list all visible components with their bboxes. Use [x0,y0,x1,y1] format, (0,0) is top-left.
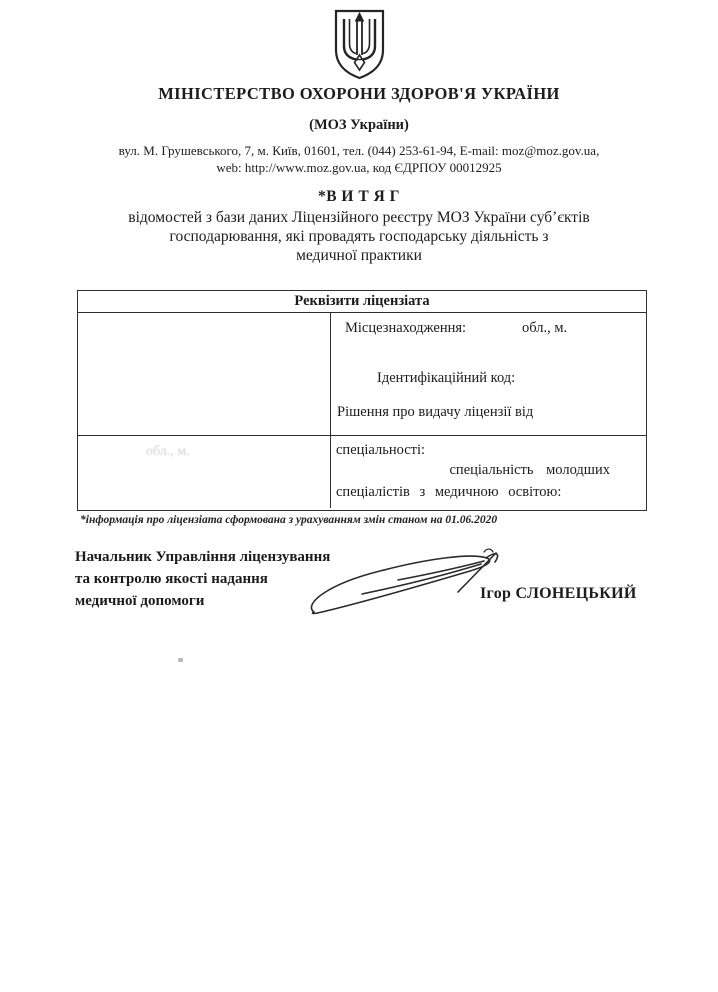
address-line-1: вул. М. Грушевського, 7, м. Київ, 01601, тел. (044) 253-61-94, E-mail: moz@moz.gov.ua, [118,143,600,158]
licensee-table [77,290,647,511]
specialty-line-2: спеціалістів з медичною освітою: [336,484,562,500]
table-row-1-left-cell [78,313,331,435]
signatory-name: Ігор СЛОНЕЦЬКИЙ [480,585,637,602]
table-row-2-left-cell [78,436,331,508]
table-row-1-right-cell [331,313,646,435]
document-title: *В И Т Я Г [317,188,401,205]
ukraine-trident-emblem [331,8,388,81]
specialty-line-1: спеціальність молодших [449,462,610,478]
id-code-label: Ідентифікаційний код: [377,370,516,386]
ministry-abbrev: (МОЗ України) [309,117,409,133]
document-subtitle-line-1: відомостей з бази даних Ліцензійного реєстру МОЗ України суб’єктів [128,209,590,226]
faded-ghost-text: обл., м. [146,444,190,459]
table-row-2-right-cell [331,436,646,508]
handwritten-signature [300,544,512,622]
signatory-position-line-2: та контролю якості надання [75,571,268,587]
document-subtitle-line-2: господарювання, які провадять господарську діяльність з [169,228,549,245]
table-row-2 [78,436,646,508]
license-decision-label: Рішення про видачу ліцензії від [337,404,534,420]
location-label: Місцезнаходження: [345,320,467,336]
signatory-position-line-1: Начальник Управління ліцензування [75,549,331,565]
signatory-position-line-3: медичної допомоги [75,593,205,609]
location-value: обл., м. [522,320,568,336]
document-subtitle-line-3: медичної практики [296,247,422,264]
table-header: Реквізити ліцензіата [78,291,646,313]
table-row-1 [78,313,646,436]
specialties-label: спеціальності: [336,442,426,458]
footnote: *інформація про ліцензіата сформована з урахуванням змін станом на 01.06.2020 [80,514,498,526]
ministry-title: МІНІСТЕРСТВО ОХОРОНИ ЗДОРОВ'Я УКРАЇНИ [158,84,560,103]
scan-speck [178,658,183,662]
address-line-2: web: http://www.moz.gov.ua, код ЄДРПОУ 00012925 [216,160,502,175]
